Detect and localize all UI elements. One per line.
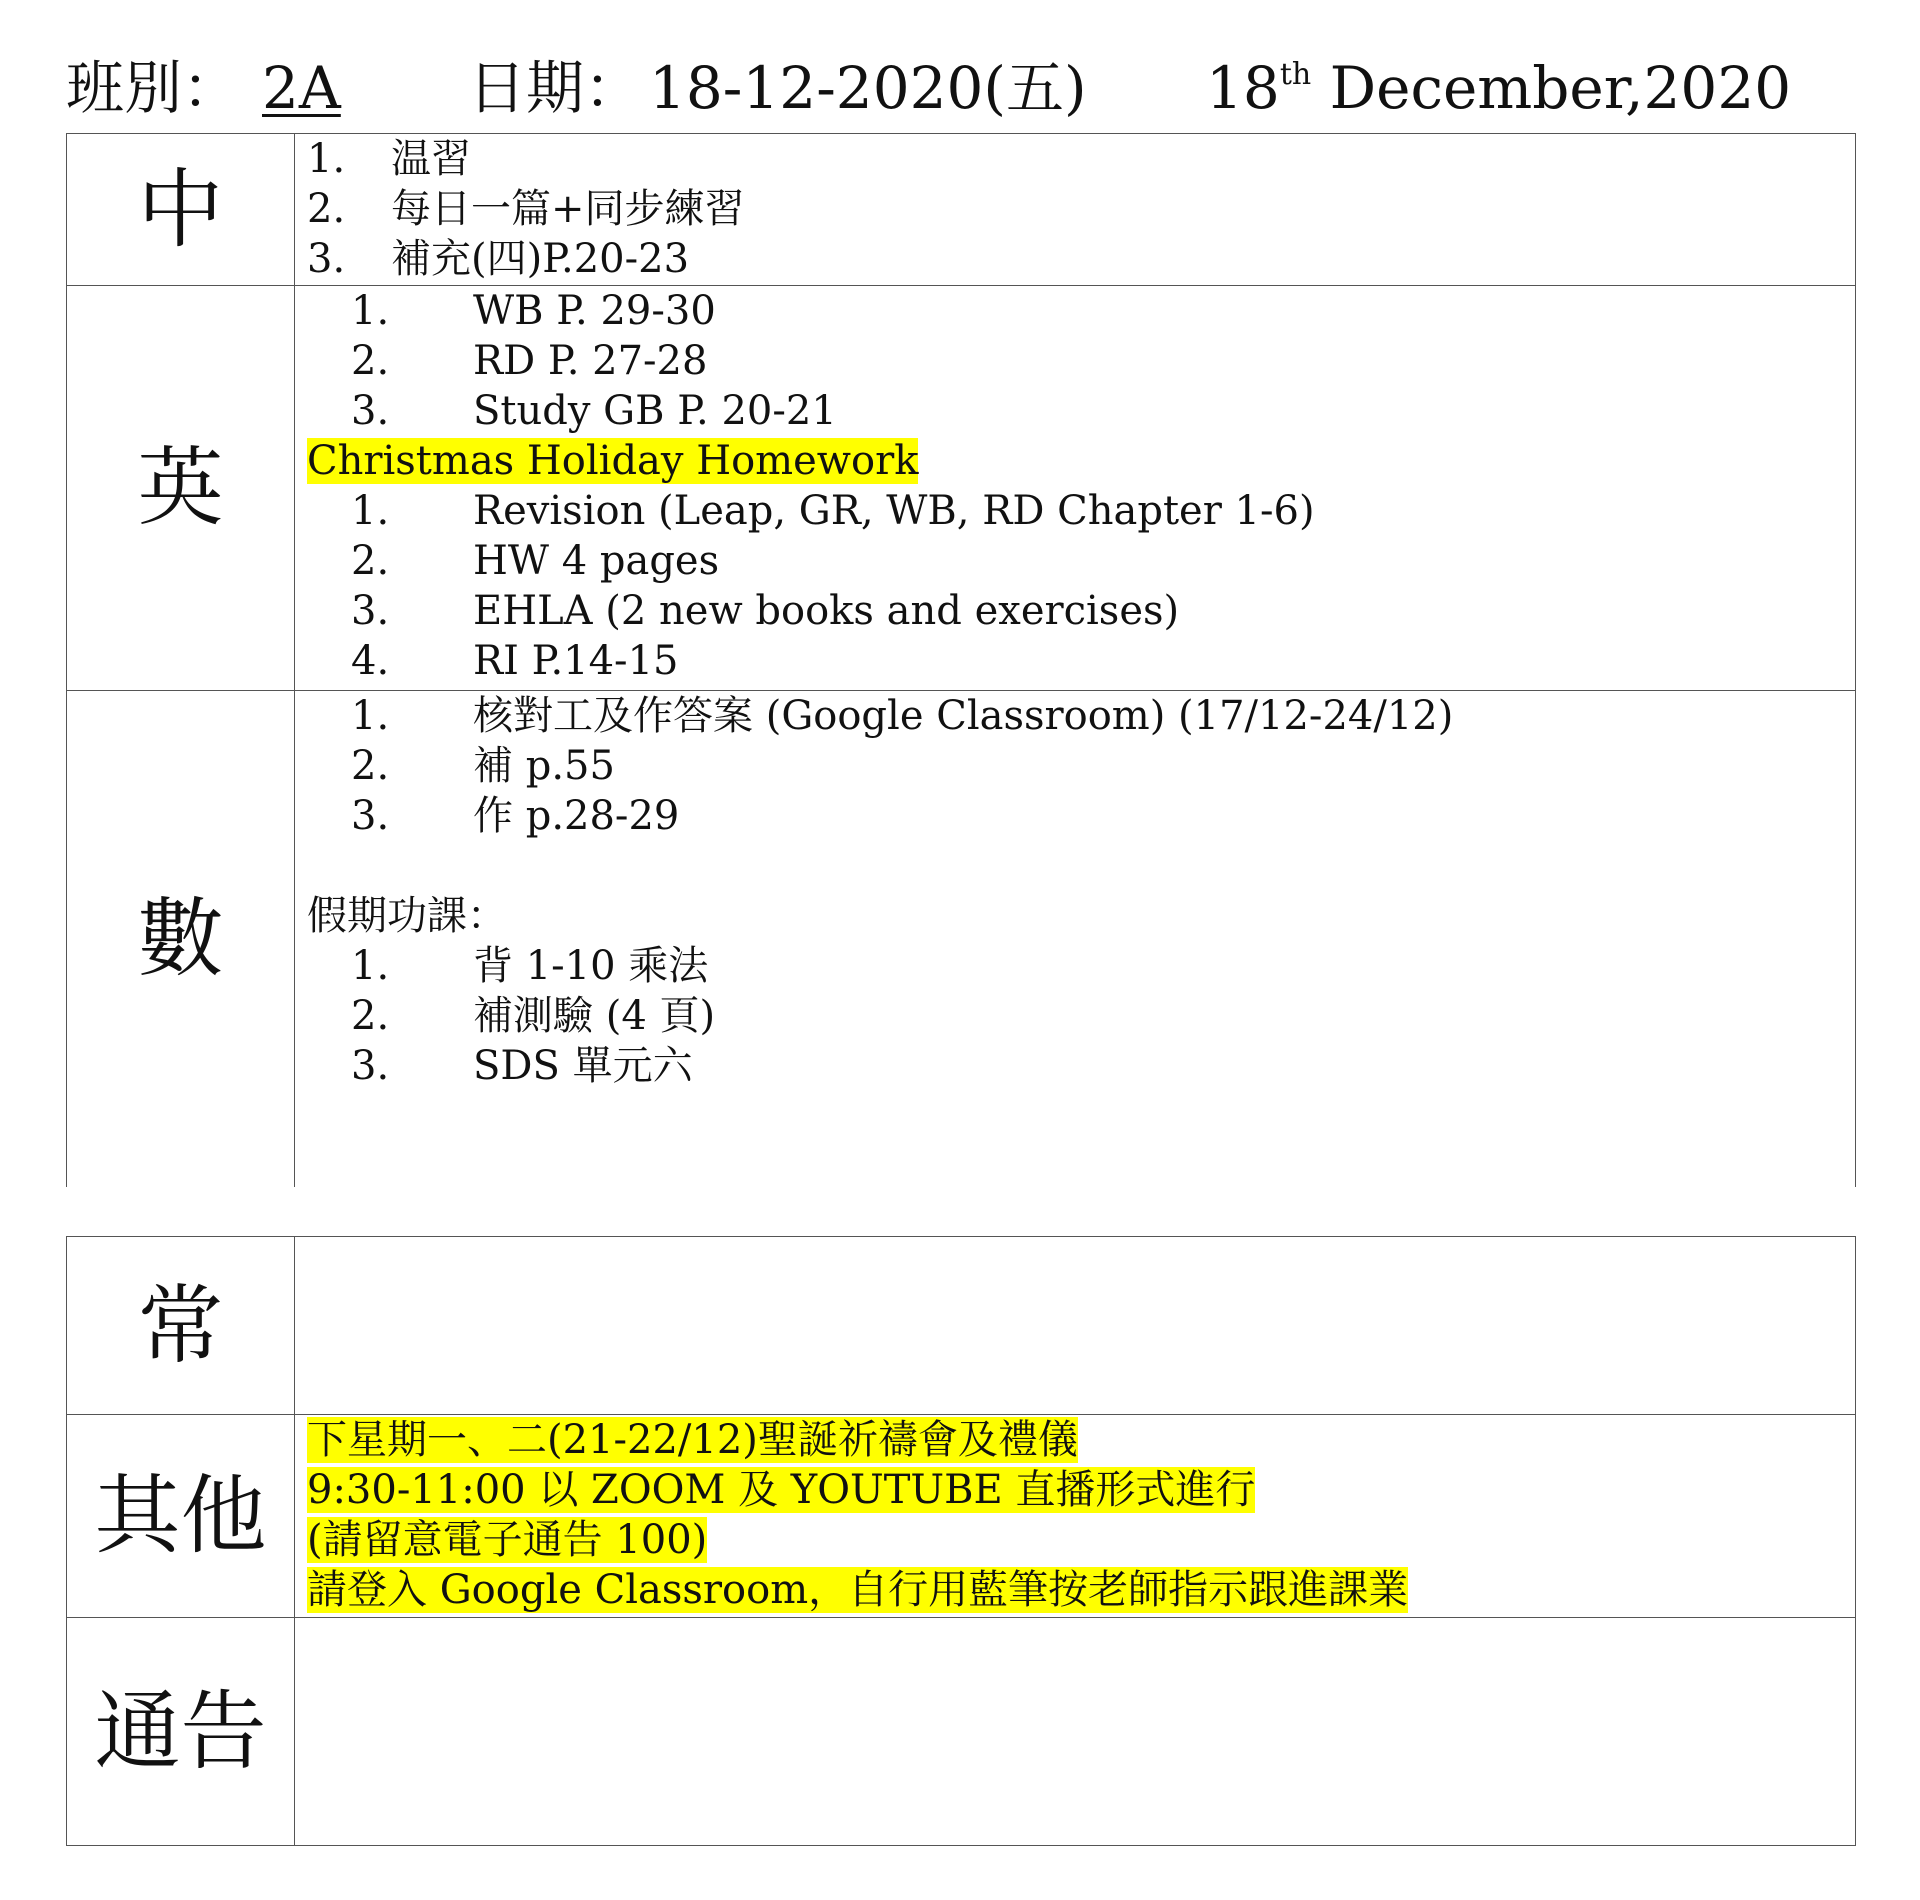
homework-table-top xyxy=(66,133,1856,1187)
row-chinese xyxy=(67,134,1856,286)
item-text: RI P.14-15 xyxy=(473,638,679,684)
holiday-title-highlight: Christmas Holiday Homework xyxy=(307,438,919,484)
subject-chinese: 中 xyxy=(67,134,295,286)
item-text: 每日一篇+同步練習 xyxy=(391,186,745,232)
list-item xyxy=(307,184,1855,234)
list-item xyxy=(307,636,1855,686)
holiday-title-english xyxy=(307,436,1855,486)
header xyxy=(66,50,1866,126)
item-text: 核對工及作答案 (Google Classroom) (17/12-24/12) xyxy=(473,693,1454,739)
item-number: 2. xyxy=(307,186,346,232)
list-item xyxy=(307,741,1855,791)
class-value: 2A xyxy=(262,54,341,122)
row-general xyxy=(67,1237,1856,1415)
highlighted-text: (請留意電子通告 100) xyxy=(307,1517,708,1563)
list-item xyxy=(307,1041,1855,1091)
item-number: 3. xyxy=(307,236,346,282)
subject-general: 常 xyxy=(67,1237,295,1415)
item-number: 3. xyxy=(351,588,390,634)
list-item xyxy=(307,991,1855,1041)
item-number: 1. xyxy=(351,288,390,334)
content-notices xyxy=(295,1618,1856,1846)
subject-notices: 通告 xyxy=(67,1618,295,1846)
list-item xyxy=(307,386,1855,436)
date-label: 日期： xyxy=(468,54,643,122)
item-number: 2. xyxy=(351,338,390,384)
item-number: 2. xyxy=(351,993,390,1039)
list-item xyxy=(307,286,1855,336)
item-number: 2. xyxy=(351,743,390,789)
list-item xyxy=(307,336,1855,386)
highlighted-text: 9:30-11:00 以 ZOOM 及 YOUTUBE 直播形式進行 xyxy=(307,1467,1256,1513)
highlighted-text: 下星期一、二(21-22/12)聖誕祈禱會及禮儀 xyxy=(307,1417,1078,1463)
item-text: RD P. 27-28 xyxy=(473,338,708,384)
list-item xyxy=(307,691,1855,741)
list-item xyxy=(307,941,1855,991)
date-english-suffix: th xyxy=(1279,57,1312,92)
item-text: 補 p.55 xyxy=(473,743,615,789)
item-number: 4. xyxy=(351,638,390,684)
row-math xyxy=(67,691,1856,1187)
item-number: 3. xyxy=(351,388,390,434)
item-text: 補充(四)P.20-23 xyxy=(391,236,690,282)
subject-others: 其他 xyxy=(67,1415,295,1618)
date-english-day: 18 xyxy=(1206,54,1280,122)
row-english xyxy=(67,286,1856,691)
row-notices xyxy=(67,1618,1856,1846)
item-number: 3. xyxy=(351,793,390,839)
item-number: 3. xyxy=(351,1043,390,1089)
list-item xyxy=(307,234,1855,284)
class-label: 班別： xyxy=(66,54,241,122)
item-text: HW 4 pages xyxy=(473,538,720,584)
content-chinese xyxy=(295,134,1856,286)
item-text: 作 p.28-29 xyxy=(473,793,680,839)
others-line xyxy=(307,1515,1855,1565)
highlighted-text: 請登入 Google Classroom，自行用藍筆按老師指示跟進課業 xyxy=(307,1567,1409,1613)
date-english-rest: December,2020 xyxy=(1311,54,1792,122)
item-text: 温習 xyxy=(391,136,471,182)
item-text: Revision (Leap, GR, WB, RD Chapter 1-6) xyxy=(473,488,1315,534)
date-value: 18-12-2020(五) xyxy=(649,54,1087,122)
content-english xyxy=(295,286,1856,691)
item-number: 1. xyxy=(351,488,390,534)
list-item xyxy=(307,134,1855,184)
item-number: 1. xyxy=(351,943,390,989)
date-english xyxy=(1206,50,1791,126)
homework-table-bottom xyxy=(66,1236,1856,1846)
item-number: 1. xyxy=(307,136,346,182)
item-text: 背 1-10 乘法 xyxy=(473,943,709,989)
others-line xyxy=(307,1565,1855,1615)
others-line xyxy=(307,1465,1855,1515)
others-line xyxy=(307,1415,1855,1465)
item-text: SDS 單元六 xyxy=(473,1043,693,1089)
list-item xyxy=(307,486,1855,536)
content-math xyxy=(295,691,1856,1187)
list-item xyxy=(307,586,1855,636)
item-text: WB P. 29-30 xyxy=(473,288,716,334)
list-item xyxy=(307,536,1855,586)
item-number: 2. xyxy=(351,538,390,584)
list-item xyxy=(307,791,1855,841)
subject-english: 英 xyxy=(67,286,295,691)
holiday-title-math: 假期功課： xyxy=(307,893,507,939)
subject-math: 數 xyxy=(67,691,295,1187)
row-others xyxy=(67,1415,1856,1618)
item-text: Study GB P. 20-21 xyxy=(473,388,837,434)
content-general xyxy=(295,1237,1856,1415)
item-text: 補測驗 (4 頁) xyxy=(473,993,716,1039)
item-text: EHLA (2 new books and exercises) xyxy=(473,588,1180,634)
content-others xyxy=(295,1415,1856,1618)
item-number: 1. xyxy=(351,693,390,739)
